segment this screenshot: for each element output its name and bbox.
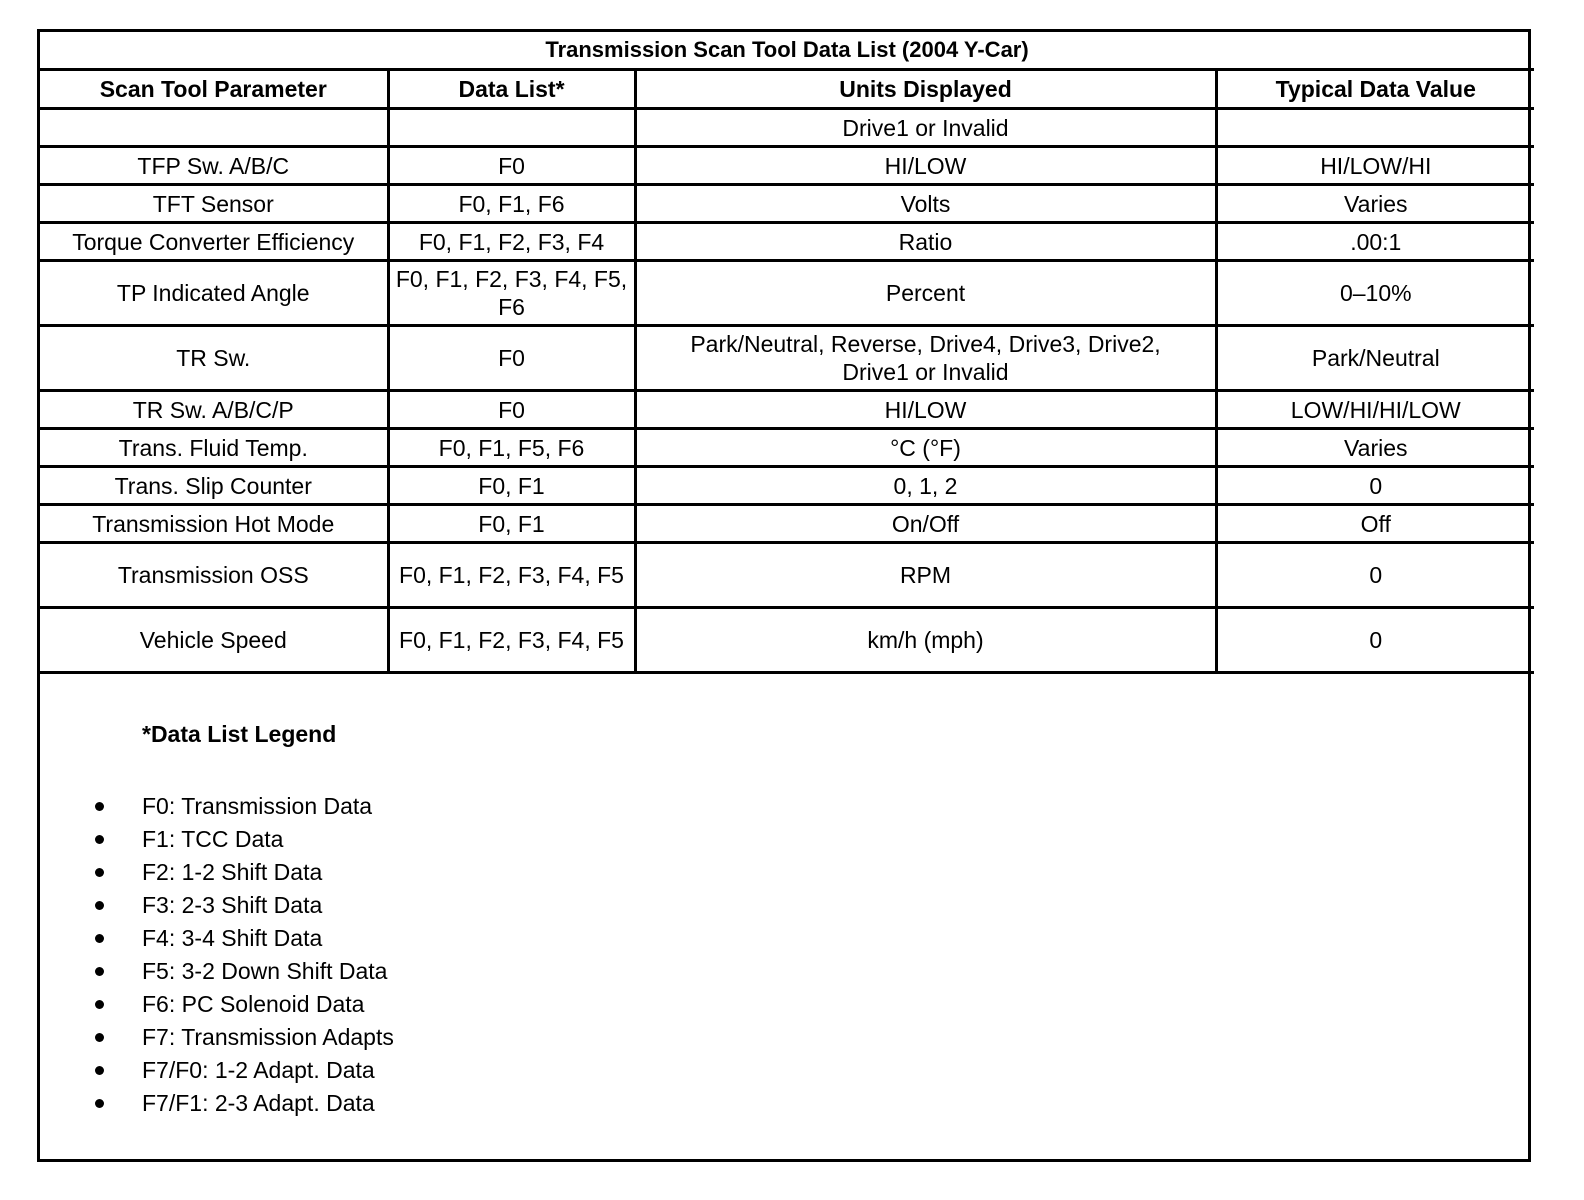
legend-item-text: F5: 3-2 Down Shift Data	[142, 958, 388, 984]
cell-typical: Varies	[1216, 429, 1534, 467]
cell-data-list: F0, F1, F6	[388, 185, 635, 223]
cell-data-list: F0	[388, 391, 635, 429]
header-scan-tool-parameter: Scan Tool Parameter	[40, 70, 388, 109]
bullet-icon	[95, 934, 104, 943]
bullet-icon	[95, 967, 104, 976]
bullet-icon	[95, 1033, 104, 1042]
cell-parameter: TR Sw. A/B/C/P	[40, 391, 388, 429]
table-title: Transmission Scan Tool Data List (2004 Y-Car)	[40, 32, 1534, 70]
cell-data-list: F0, F1, F2, F3, F4, F5	[388, 608, 635, 673]
cell-parameter: TFT Sensor	[40, 185, 388, 223]
cell-parameter	[40, 109, 388, 147]
table-row	[40, 543, 1534, 608]
bullet-icon	[95, 802, 104, 811]
cell-parameter: Vehicle Speed	[40, 608, 388, 673]
cell-data-list: F0, F1, F2, F3, F4, F5, F6	[388, 261, 635, 326]
cell-data-list: F0, F1	[388, 505, 635, 543]
cell-units: 0, 1, 2	[635, 467, 1216, 505]
bullet-icon	[95, 835, 104, 844]
legend-item-text: F6: PC Solenoid Data	[142, 991, 365, 1017]
document-frame	[37, 29, 1531, 1162]
cell-typical: Varies	[1216, 185, 1534, 223]
cell-units: Park/Neutral, Reverse, Drive4, Drive3, Drive2, Drive1 or Invalid	[635, 326, 1216, 391]
cell-data-list: F0	[388, 147, 635, 185]
cell-typical: Park/Neutral	[1216, 326, 1534, 391]
cell-parameter: Trans. Slip Counter	[40, 467, 388, 505]
cell-units: HI/LOW	[635, 391, 1216, 429]
table-row	[40, 429, 1534, 467]
table-row	[40, 391, 1534, 429]
cell-typical: 0–10%	[1216, 261, 1534, 326]
legend-item-text: F7: Transmission Adapts	[142, 1024, 394, 1050]
cell-typical: 0	[1216, 608, 1534, 673]
cell-data-list: F0, F1, F2, F3, F4, F5	[388, 543, 635, 608]
cell-data-list: F0	[388, 326, 635, 391]
cell-parameter: TR Sw.	[40, 326, 388, 391]
cell-parameter: Transmission OSS	[40, 543, 388, 608]
legend-item-text: F3: 2-3 Shift Data	[142, 892, 323, 918]
header-units-displayed: Units Displayed	[635, 70, 1216, 109]
legend-item-text: F2: 1-2 Shift Data	[142, 859, 323, 885]
bullet-icon	[95, 1000, 104, 1009]
cell-data-list: F0, F1, F2, F3, F4	[388, 223, 635, 261]
table-row	[40, 185, 1534, 223]
cell-parameter: Trans. Fluid Temp.	[40, 429, 388, 467]
cell-units: Percent	[635, 261, 1216, 326]
legend-item-text: F4: 3-4 Shift Data	[142, 925, 323, 951]
table-row	[40, 223, 1534, 261]
cell-parameter: Transmission Hot Mode	[40, 505, 388, 543]
legend-item-text: F0: Transmission Data	[142, 793, 373, 819]
cell-units: Drive1 or Invalid	[635, 109, 1216, 147]
table-row	[40, 505, 1534, 543]
cell-units: HI/LOW	[635, 147, 1216, 185]
cell-units: Volts	[635, 185, 1216, 223]
cell-typical: HI/LOW/HI	[1216, 147, 1534, 185]
bullet-icon	[95, 868, 104, 877]
cell-units: RPM	[635, 543, 1216, 608]
table-row	[40, 326, 1534, 391]
bullet-icon	[95, 1066, 104, 1075]
cell-data-list	[388, 109, 635, 147]
legend-item-text: F7/F1: 2-3 Adapt. Data	[142, 1090, 375, 1116]
cell-parameter: TFP Sw. A/B/C	[40, 147, 388, 185]
legend-title: *Data List Legend	[142, 721, 337, 747]
cell-typical: Off	[1216, 505, 1534, 543]
cell-typical: .00:1	[1216, 223, 1534, 261]
legend-item-text: F7/F0: 1-2 Adapt. Data	[142, 1057, 375, 1083]
bullet-icon	[95, 901, 104, 910]
table-row	[40, 109, 1534, 147]
cell-units: Ratio	[635, 223, 1216, 261]
table-row	[40, 467, 1534, 505]
cell-data-list: F0, F1, F5, F6	[388, 429, 635, 467]
cell-typical: LOW/HI/HI/LOW	[1216, 391, 1534, 429]
cell-parameter: TP Indicated Angle	[40, 261, 388, 326]
cell-units: On/Off	[635, 505, 1216, 543]
cell-units: km/h (mph)	[635, 608, 1216, 673]
table-row	[40, 261, 1534, 326]
cell-units: °C (°F)	[635, 429, 1216, 467]
legend-item-text: F1: TCC Data	[142, 826, 284, 852]
cell-typical: 0	[1216, 543, 1534, 608]
cell-typical	[1216, 109, 1534, 147]
header-typical-data-value: Typical Data Value	[1216, 70, 1534, 109]
bullet-icon	[95, 1099, 104, 1108]
table-row	[40, 608, 1534, 673]
cell-data-list: F0, F1	[388, 467, 635, 505]
header-data-list: Data List*	[388, 70, 635, 109]
cell-typical: 0	[1216, 467, 1534, 505]
table-row	[40, 147, 1534, 185]
cell-parameter: Torque Converter Efficiency	[40, 223, 388, 261]
scan-tool-data-table	[40, 32, 1534, 674]
